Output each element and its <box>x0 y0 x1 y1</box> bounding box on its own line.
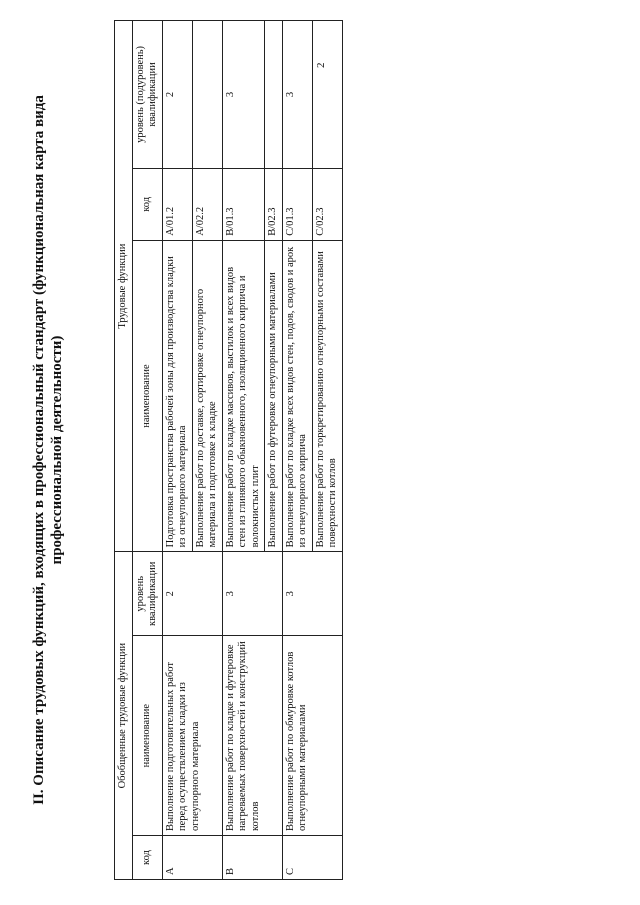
function-code: C/02.3 <box>312 168 342 240</box>
function-level: 3 <box>222 21 265 169</box>
group-level: 3 <box>222 552 282 636</box>
function-code: A/01.2 <box>162 168 192 240</box>
group-code: A <box>162 836 222 880</box>
function-level <box>265 21 283 169</box>
group-code: C <box>282 836 342 880</box>
function-name: Выполнение работ по торкретированию огнеупорными составами поверхности котлов <box>312 240 342 552</box>
header-labor-functions: Трудовые функции <box>115 21 133 552</box>
function-code: C/01.3 <box>282 168 312 240</box>
page-number: 2 <box>315 62 327 68</box>
col-name: наименование <box>132 636 162 836</box>
function-name: Выполнение работ по доставке, сортировке огнеупорного материала и подготовке к кладке <box>192 240 222 552</box>
group-level: 3 <box>282 552 342 636</box>
col-tf-level: уровень (подуровень) квалификации <box>132 21 162 169</box>
group-name: Выполнение работ по кладке и футеровке нагреваемых поверхностей и конструкций котлов <box>222 636 282 836</box>
rotated-page <box>30 20 620 880</box>
function-name: Выполнение работ по кладке всех видов стен, подов, сводов и арок из огнеупорного кирпича <box>282 240 312 552</box>
col-tf-code: код <box>132 168 162 240</box>
function-code: B/01.3 <box>222 168 265 240</box>
function-level: 3 <box>282 21 312 169</box>
group-name: Выполнение работ по обмуровке котлов огнеупорными материалами <box>282 636 342 836</box>
group-name: Выполнение подготовительных работ перед осуществлением кладки из огнеупорного материала <box>162 636 222 836</box>
function-code: A/02.2 <box>192 168 222 240</box>
table-row <box>222 21 265 880</box>
table-row <box>162 21 192 880</box>
heading-line-2: профессиональной деятельности) <box>49 335 65 565</box>
group-level: 2 <box>162 552 222 636</box>
functional-map-table <box>114 20 343 880</box>
table-row <box>282 21 312 880</box>
function-level <box>312 21 342 169</box>
function-name: Выполнение работ по футеровке огнеупорными материалами <box>265 240 283 552</box>
col-level: уровень квалификации <box>132 552 162 636</box>
function-level: 2 <box>162 21 192 169</box>
function-name: Выполнение работ по кладке массивов, выстилок и всех видов стен из глиняного обыкновенного, изоляционного кирпича и волокнистых плит <box>222 240 265 552</box>
col-tf-name: наименование <box>132 240 162 552</box>
section-heading <box>30 20 66 880</box>
function-code: B/02.3 <box>265 168 283 240</box>
heading-line-1: II. Описание трудовых функций, входящих в профессиональный стандарт (функциональная карта вида <box>31 95 47 805</box>
group-code: B <box>222 836 282 880</box>
function-level <box>192 21 222 169</box>
function-name: Подготовка пространства рабочей зоны для производства кладки из огнеупорного материала <box>162 240 192 552</box>
header-generalized-functions: Обобщенные трудовые функции <box>115 552 133 880</box>
col-code: код <box>132 836 162 880</box>
